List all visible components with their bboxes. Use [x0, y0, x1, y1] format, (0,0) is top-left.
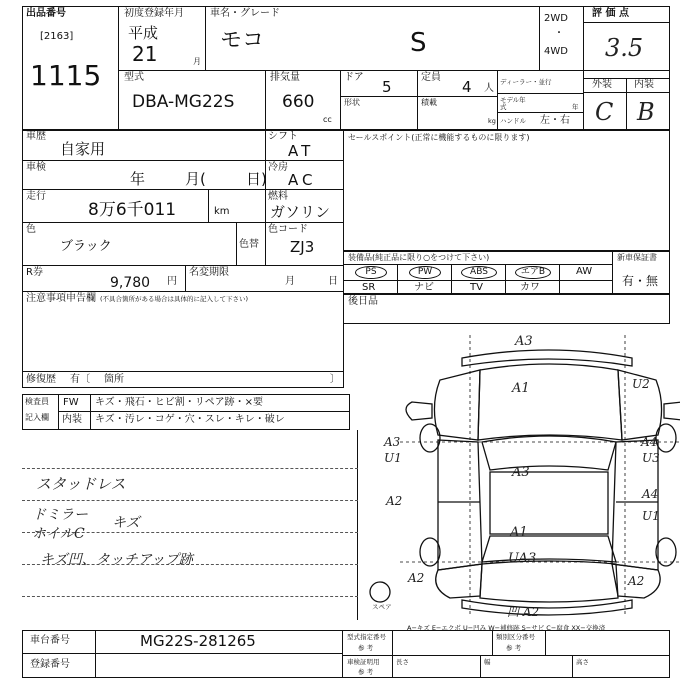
score-label: 評 価 点: [592, 8, 629, 19]
handle-value: 左・右: [540, 115, 570, 126]
mileage-label: 走行: [26, 191, 46, 202]
equip-navi: ナビ: [414, 282, 434, 293]
usage-label: 車歴: [26, 131, 46, 142]
rear-items-box: [343, 294, 670, 324]
equip-leather: カワ: [520, 282, 540, 293]
yen-unit: 円: [167, 276, 177, 287]
cc-unit: cc: [323, 115, 332, 124]
mark-rear-right: A2: [628, 574, 645, 588]
km-unit: km: [214, 206, 230, 217]
era: 平成: [128, 24, 159, 42]
interior-label: 内装: [634, 79, 654, 90]
mark-right-front-1: A4: [641, 435, 658, 449]
equip-pw: PW: [409, 266, 441, 279]
drive-dot: ・: [554, 28, 564, 39]
exterior-label: 外装: [592, 79, 612, 90]
reg-label: 登録番号: [30, 659, 70, 670]
deadline-label: 名変期限: [189, 267, 229, 278]
displacement-value: 660: [282, 92, 315, 112]
year-unit: 年: [572, 103, 579, 111]
mark-left-front-1: A3: [384, 435, 401, 449]
lot-sub: [2163]: [40, 31, 74, 42]
ac-label: 冷房: [268, 162, 288, 173]
mark-top: A3: [515, 334, 533, 349]
width-label: 幅: [484, 658, 491, 666]
displacement-label: 排気量: [270, 72, 300, 83]
repair-unit: 箇所: [104, 374, 124, 385]
doors-label: ドア: [344, 72, 364, 83]
reg-year: 21: [132, 42, 158, 66]
sales-point-label: セールスポイント(正常に機能するものに限ります): [348, 133, 530, 142]
recycle-value: 9,780: [110, 275, 151, 291]
shaken-day: 日): [246, 170, 267, 188]
usage-value: 自家用: [60, 140, 106, 158]
mark-left-front-2: U1: [384, 451, 402, 465]
shaken-label: 車検: [26, 162, 46, 173]
mark-right-rear-1: A4: [642, 487, 659, 501]
drive-2wd: 2WD: [544, 13, 568, 24]
class-label: 類別区分番号: [496, 633, 535, 641]
int-label: 内装: [62, 414, 82, 425]
capacity-label: 定員: [421, 72, 441, 83]
spare-label: スペア: [372, 603, 392, 611]
color-code-value: ZJ3: [290, 238, 315, 256]
equip-airbag: エアB: [515, 266, 551, 279]
ac-value: AC: [288, 171, 317, 189]
shaken-year: 年: [130, 170, 146, 188]
model-ref-sub: 参 考: [358, 644, 374, 652]
handwritten-note-5: キズ凹、タッチアップ跡: [40, 552, 193, 568]
mileage-value: 8万6千011: [88, 200, 177, 220]
fuel-label: 燃料: [268, 191, 288, 202]
lot-number: 1115: [30, 59, 102, 92]
mark-right-rear-2: U1: [642, 509, 660, 523]
color-value: ブラック: [60, 239, 112, 254]
recycle-label: R券: [26, 267, 43, 278]
inspector-label-2: 記入欄: [25, 413, 49, 422]
shift-value: AT: [288, 142, 315, 160]
handle-label: ハンドル: [500, 117, 526, 125]
score-value: 3.5: [605, 34, 644, 62]
int-text: キズ・汚レ・コゲ・穴・スレ・キレ・破レ: [95, 414, 285, 425]
equip-ps: PS: [355, 266, 387, 279]
handwritten-note-3: ホイルC: [32, 526, 85, 542]
doors-value: 5: [382, 78, 392, 96]
shift-label: シフト: [268, 131, 298, 142]
equip-aw: AW: [576, 266, 593, 277]
deadline-month: 月: [285, 276, 295, 287]
mark-rear-left: A2: [408, 571, 425, 585]
fuel-value: ガソリン: [270, 203, 331, 221]
mark-roof: A3: [512, 465, 530, 480]
cert-sub: 参 考: [358, 668, 374, 676]
lot-label: 出品番号: [26, 8, 66, 19]
equip-tv: TV: [470, 282, 483, 293]
mark-left-rear: A2: [386, 494, 403, 508]
fw-label: FW: [63, 397, 79, 408]
mark-hood: A1: [512, 381, 530, 396]
mark-trunk: UA3: [508, 551, 537, 566]
length-label: 長さ: [396, 658, 409, 666]
color-code-label: 色コード: [268, 224, 308, 235]
dealer-label: ディーラー・並行: [500, 78, 552, 86]
notes-sub: (不具合箇所がある場合は具体的に記入して下さい): [100, 295, 249, 303]
rear-seat-label: 後日品: [348, 296, 378, 307]
handwritten-note-4: キズ: [112, 515, 140, 531]
chassis-value: MG22S-281265: [140, 632, 256, 650]
model-ref-label: 型式指定番号: [347, 633, 386, 641]
handwritten-note-2: ドミラー: [32, 507, 88, 523]
left-table: [22, 130, 344, 388]
sales-point-box: [343, 130, 670, 251]
repair-close: 〕: [330, 374, 340, 385]
deadline-day: 日: [328, 276, 338, 287]
inspector-label-1: 検査員: [25, 397, 49, 406]
load-label: 積載: [421, 98, 437, 107]
notes-area: [22, 430, 358, 620]
cert-label: 車検証明用: [347, 658, 380, 666]
chassis-label: 車台番号: [30, 635, 70, 646]
equip-abs: ABS: [461, 266, 497, 279]
model-year-label: モデル年式: [500, 96, 526, 111]
mark-rear-glass: A1: [510, 525, 528, 540]
equipment-label: 装備品(純正品に限り○をつけて下さい): [348, 253, 490, 262]
month-unit: 月: [193, 57, 201, 66]
model-name: モコ: [220, 28, 265, 53]
shape-label: 形状: [344, 98, 360, 107]
equip-sr: SR: [362, 282, 376, 293]
mark-bottom: 凹 A2: [507, 605, 540, 619]
damage-legend: A−キズ E−エクボ U−凹み W−補修跡 S−サビ C−腐食 XX−交換済: [407, 624, 606, 632]
capacity-value: 4: [462, 78, 472, 96]
height-label: 高さ: [576, 658, 589, 666]
color-label: 色: [26, 224, 36, 235]
type-value: DBA-MG22S: [132, 92, 235, 112]
class-sub: 参 考: [506, 644, 522, 652]
repair-label: 修復歴: [26, 374, 56, 385]
drive-4wd: 4WD: [544, 46, 568, 57]
repair-value: 有〔: [70, 374, 90, 385]
exterior-grade: C: [595, 98, 614, 126]
fw-text: キズ・飛石・ヒビ割・リペア跡・×要: [95, 397, 263, 408]
first-reg-label: 初度登録年月: [124, 8, 184, 19]
color-change-label: 色替: [239, 239, 259, 250]
handwritten-note-1: スタッドレス: [36, 475, 126, 493]
person-unit: 人: [484, 83, 494, 94]
warranty-label: 新車保証書: [617, 253, 657, 262]
mark-front-right: U2: [632, 377, 650, 391]
kg-unit: kg: [488, 117, 496, 125]
warranty-value: 有・無: [622, 274, 659, 288]
interior-grade: B: [637, 98, 655, 126]
notes-label: 注意事項申告欄: [26, 293, 96, 304]
mark-right-front-2: U3: [642, 451, 660, 465]
type-label: 型式: [124, 72, 144, 83]
shaken-month: 月(: [185, 170, 206, 188]
grade: S: [410, 28, 427, 58]
model-label: 車名・グレード: [210, 8, 280, 19]
